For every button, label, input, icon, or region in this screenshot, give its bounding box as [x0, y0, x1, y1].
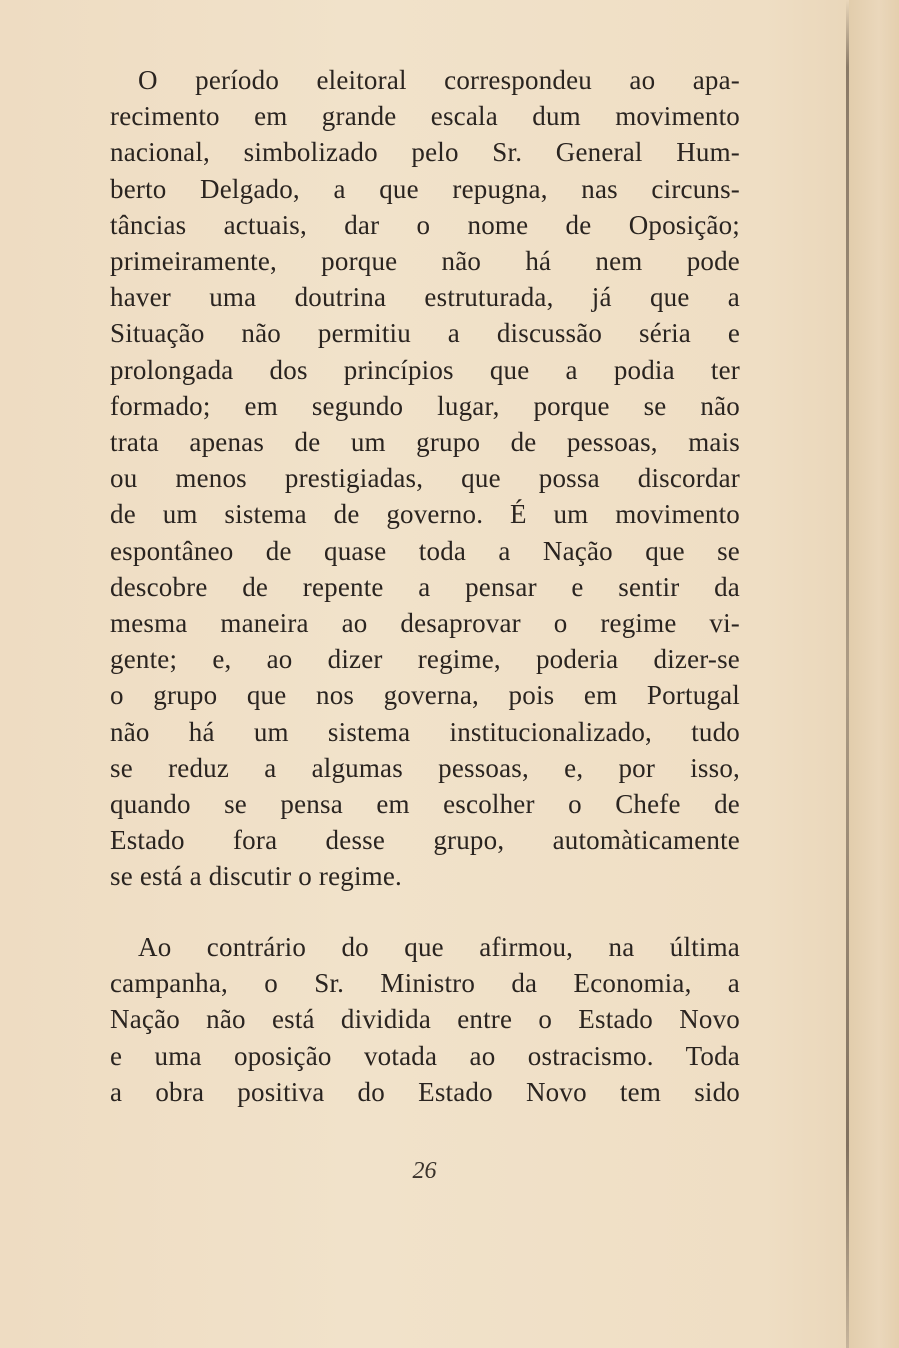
text-line: berto Delgado, a que repugna, nas circuns-	[110, 173, 740, 204]
text-line: nacional, simbolizado pelo Sr. General Hum-	[110, 137, 740, 168]
text-line: haver uma doutrina estruturada, já que a	[110, 282, 740, 313]
text-line: mesma maneira ao desaprovar o regime vi-	[110, 608, 740, 639]
paragraph-1	[110, 62, 740, 895]
text-line: campanha, o Sr. Ministro da Economia, a	[110, 968, 740, 999]
text-line: Situação não permitiu a discussão séria e	[110, 318, 740, 349]
text-line: tâncias actuais, dar o nome de Oposição;	[110, 209, 740, 240]
text-line: recimento em grande escala dum movimento	[110, 101, 740, 132]
text-line: prolongada dos princípios que a podia ter	[110, 354, 740, 385]
text-line: trata apenas de um grupo de pessoas, mais	[110, 427, 740, 458]
text-line: Estado fora desse grupo, automàticamente	[110, 825, 740, 856]
text-line: não há um sistema institucionalizado, tudo	[110, 716, 740, 747]
text-line: se reduz a algumas pessoas, e, por isso,	[110, 752, 740, 783]
text-line: espontâneo de quase toda a Nação que se	[110, 535, 740, 566]
text-line: Ao contrário do que afirmou, na última	[138, 932, 740, 962]
text-line: primeiramente, porque não há nem pode	[110, 246, 740, 277]
page-edge	[849, 0, 899, 1348]
page-number: 26	[412, 1158, 437, 1184]
text-line: ou menos prestigiadas, que possa discordar	[110, 463, 740, 494]
text-line: se está a discutir o regime.	[110, 861, 403, 892]
text-line: gente; e, ao dizer regime, poderia dizer-se	[110, 644, 740, 675]
text-line: e uma oposição votada ao ostracismo. Toda	[110, 1040, 740, 1071]
text-line: de um sistema de governo. É um movimento	[110, 499, 740, 530]
text-line: descobre de repente a pensar e sentir da	[110, 571, 740, 602]
text-line: quando se pensa em escolher o Chefe de	[110, 789, 740, 820]
text-line: Nação não está dividida entre o Estado Novo	[110, 1004, 740, 1035]
text-line: formado; em segundo lugar, porque se não	[110, 390, 740, 421]
paragraph-2	[110, 929, 740, 1110]
text-line: o grupo que nos governa, pois em Portugal	[110, 680, 740, 711]
text-line: a obra positiva do Estado Novo tem sido	[110, 1076, 740, 1107]
text-line: O período eleitoral correspondeu ao apa-	[138, 65, 740, 95]
